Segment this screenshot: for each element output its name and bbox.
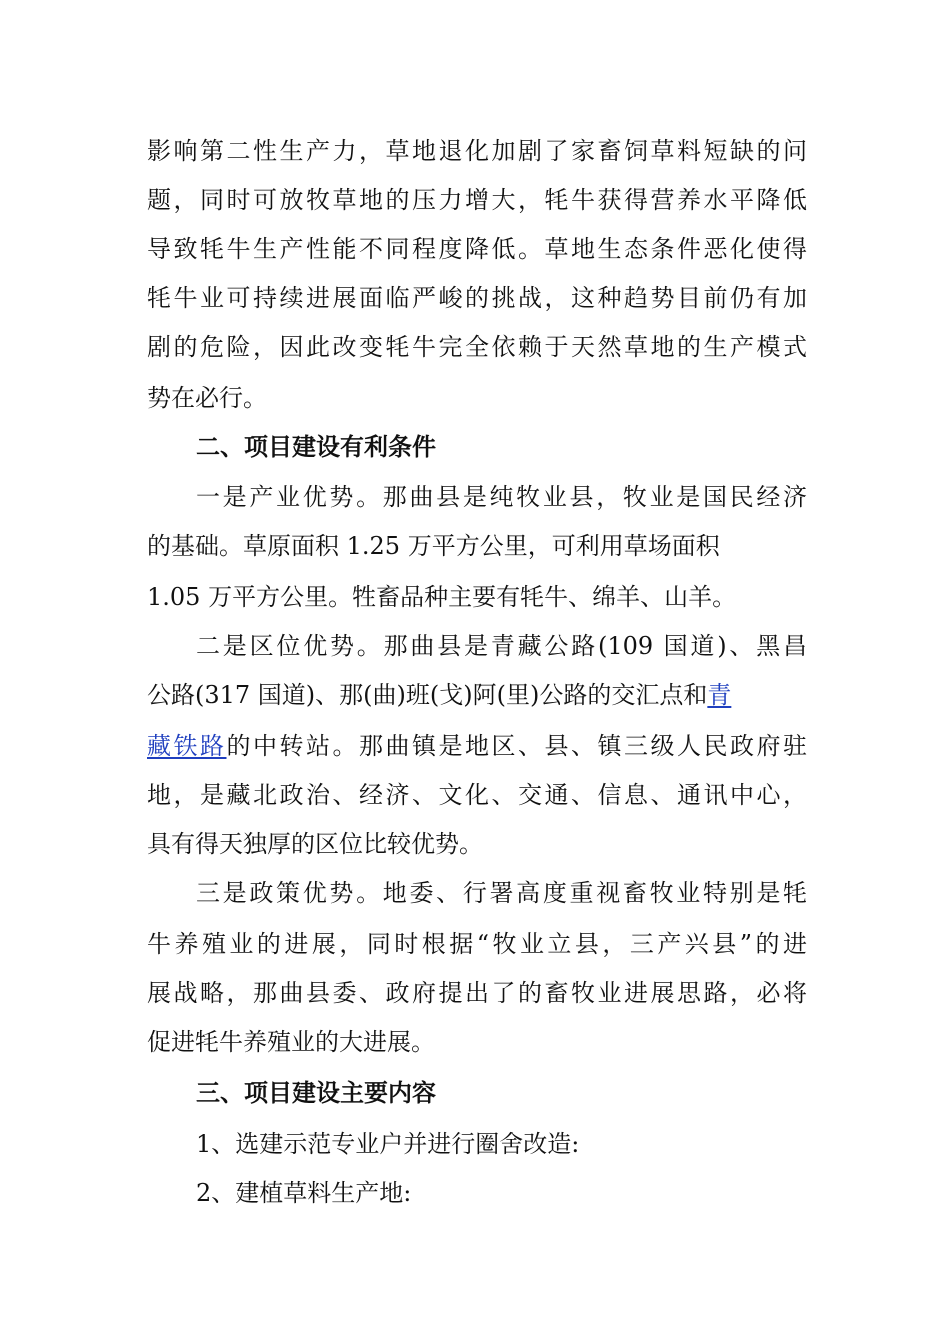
railway-link-continued[interactable]: 藏铁路 xyxy=(147,732,227,760)
paragraph-line: 势在必行。 xyxy=(147,384,267,412)
paragraph-line: 题，同时可放牧草地的压力增大，牦牛获得营养水平降低 xyxy=(147,186,807,214)
paragraph-line: 具有得天独厚的区位比较优势。 xyxy=(147,830,483,858)
paragraph-line: 的基础。草原面积 1.25 万平方公里，可利用草场面积 xyxy=(147,532,720,560)
paragraph-line: 二是区位优势。那曲县是青藏公路(109 国道)、黑昌 xyxy=(196,632,807,660)
paragraph-line: 促进牦牛养殖业的大进展。 xyxy=(147,1028,435,1056)
paragraph-line: 三是政策优势。地委、行署高度重视畜牧业特别是牦 xyxy=(196,879,807,907)
paragraph-line: 展战略，那曲县委、政府提出了的畜牧业进展思路，必将 xyxy=(147,979,807,1007)
railway-link[interactable]: 青 xyxy=(707,681,732,709)
list-item: 1、选建示范专业户并进行圈舍改造: xyxy=(196,1130,580,1158)
paragraph-line: 牦牛业可持续进展面临严峻的挑战，这种趋势目前仍有加 xyxy=(147,284,807,312)
paragraph-line xyxy=(147,726,807,766)
paragraph-line: 地，是藏北政治、经济、文化、交通、信息、通讯中心， xyxy=(147,781,807,809)
paragraph-line xyxy=(147,675,807,715)
paragraph-line: 导致牦牛生产性能不同程度降低。草地生态条件恶化使得 xyxy=(147,235,807,263)
paragraph-text: 的中转站。那曲镇是地区、县、镇三级人民政府驻 xyxy=(226,732,807,760)
paragraph-line: 牛养殖业的进展，同时根据“牧业立县，三产兴县”的进 xyxy=(147,930,807,958)
section-heading: 三、项目建设主要内容 xyxy=(196,1078,436,1107)
section-heading: 二、项目建设有利条件 xyxy=(196,432,436,461)
paragraph-line: 一是产业优势。那曲县是纯牧业县，牧业是国民经济 xyxy=(196,483,807,511)
paragraph-text: 公路(317 国道)、那(曲)班(戈)阿(里)公路的交汇点和 xyxy=(147,681,708,709)
list-item: 2、建植草料生产地: xyxy=(196,1179,412,1207)
paragraph-line: 影响第二性生产力，草地退化加剧了家畜饲草料短缺的问 xyxy=(147,137,807,165)
paragraph-line: 剧的危险，因此改变牦牛完全依赖于天然草地的生产模式 xyxy=(147,333,807,361)
paragraph-line: 1.05 万平方公里。牲畜品种主要有牦牛、绵羊、山羊。 xyxy=(147,583,737,611)
